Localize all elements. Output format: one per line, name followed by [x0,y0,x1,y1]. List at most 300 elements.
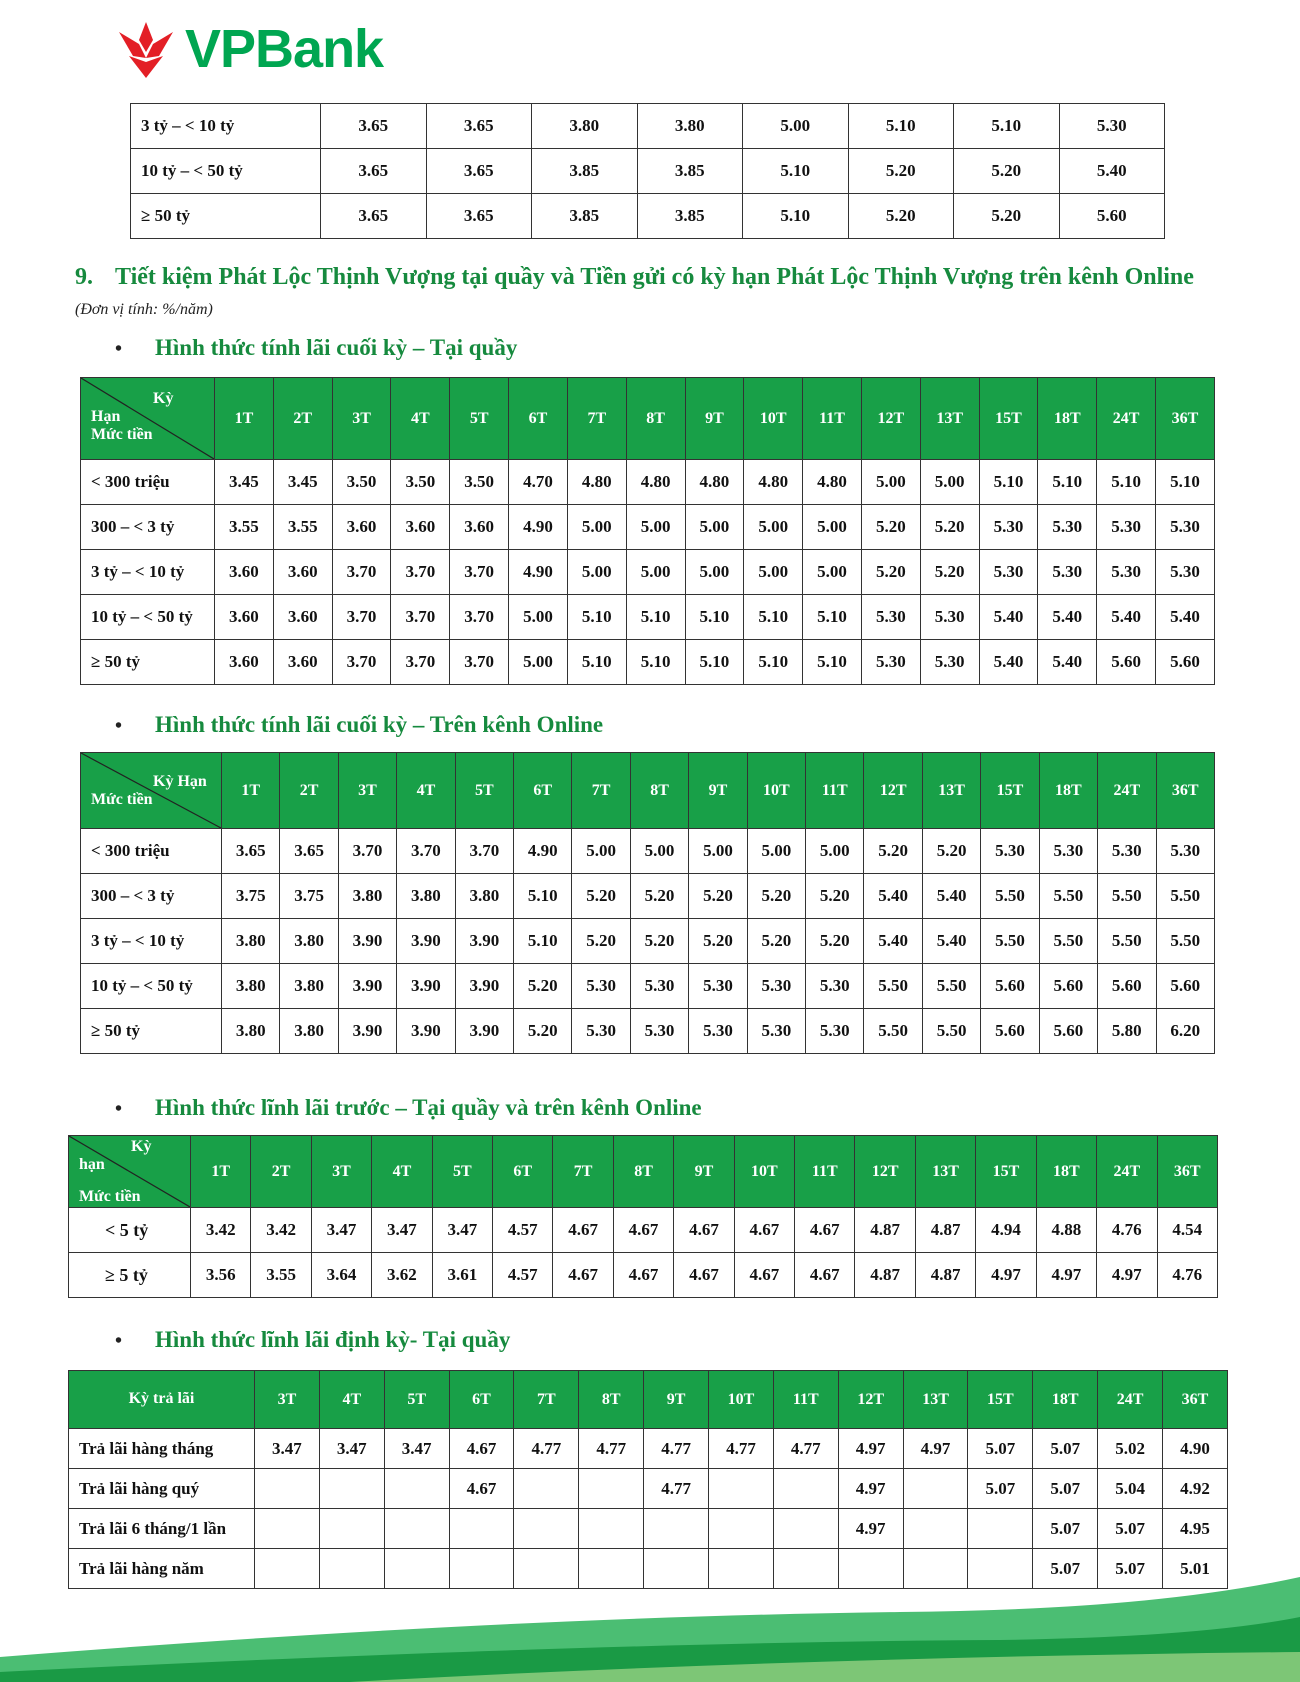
rate-cell: 3.80 [222,964,280,1009]
rate-cell: 4.77 [514,1429,579,1469]
column-header: 6T [509,378,568,460]
row-label: ≥ 50 tỷ [81,1009,222,1054]
column-header: 4T [372,1136,432,1208]
rate-cell: 3.80 [280,919,338,964]
row-label: < 300 triệu [81,460,215,505]
column-header: 5T [384,1371,449,1429]
rate-cell: 4.67 [734,1208,794,1253]
column-header: 6T [493,1136,553,1208]
rate-cell: 4.90 [514,829,572,874]
column-header: 11T [806,753,864,829]
rate-cell: 5.20 [572,919,630,964]
rate-cell: 5.30 [1038,505,1097,550]
rate-cell: 5.00 [861,460,920,505]
section-unit: (Đơn vị tính: %/năm) [75,301,213,318]
column-header: 3T [338,753,396,829]
rate-cell: 5.40 [922,874,980,919]
rate-cell: 5.20 [689,919,747,964]
row-label: ≥ 50 tỷ [81,640,215,685]
rate-cell: 5.60 [981,1009,1039,1054]
rate-cell: 3.70 [391,595,450,640]
column-header: 12T [838,1371,903,1429]
rate-cell: 5.20 [861,505,920,550]
rate-cell: 5.40 [1059,149,1165,194]
rate-cell: 5.00 [803,550,862,595]
table-header [69,1136,1218,1208]
column-header: 13T [920,378,979,460]
rate-cell: 3.70 [397,829,455,874]
rate-cell [709,1469,774,1509]
corner-header-cell [81,753,222,829]
row-label: < 5 tỷ [69,1208,191,1253]
column-header: 8T [626,378,685,460]
rate-cell: 5.00 [747,829,805,874]
table-row [81,964,1215,1009]
row-label: 10 tỷ – < 50 tỷ [131,149,321,194]
rate-cell: 3.90 [455,964,513,1009]
rate-cell: 5.40 [979,640,1038,685]
corner-ky: Kỳ [131,1138,152,1155]
rate-cell: 3.90 [455,1009,513,1054]
rate-cell: 5.30 [1098,829,1156,874]
rate-cell: 5.07 [1098,1509,1163,1549]
rate-cell: 5.20 [572,874,630,919]
corner-header-cell [69,1136,191,1208]
column-header: 12T [861,378,920,460]
column-header: 12T [855,1136,915,1208]
rate-cell: 3.65 [426,194,532,239]
rate-cell: 4.77 [644,1469,709,1509]
rate-cell [255,1469,320,1509]
rate-cell: 5.10 [626,640,685,685]
rate-cell: 3.90 [397,1009,455,1054]
rate-cell: 5.10 [803,595,862,640]
rate-cell: 4.87 [915,1253,975,1298]
rate-cell: 3.70 [391,550,450,595]
rate-cell: 5.07 [1033,1509,1098,1549]
corner-header-cell [81,378,215,460]
column-header: 7T [553,1136,613,1208]
rate-cell: 5.30 [1039,829,1097,874]
column-header: 5T [455,753,513,829]
column-header: 6T [514,753,572,829]
row-label: ≥ 5 tỷ [69,1253,191,1298]
rate-cell: 5.20 [861,550,920,595]
rate-cell: 4.54 [1157,1208,1218,1253]
column-header: 15T [979,378,1038,460]
column-header: 7T [572,753,630,829]
rate-cell: 5.00 [803,505,862,550]
rate-cell: 5.10 [514,874,572,919]
rate-cell: 3.60 [215,550,274,595]
column-header: 15T [981,753,1039,829]
rate-cell: 5.00 [685,505,744,550]
rate-cell: 5.50 [1156,919,1215,964]
rate-cell: 5.20 [514,964,572,1009]
rate-cell: 5.10 [848,104,954,149]
rate-cell: 4.87 [855,1253,915,1298]
table-header [69,1371,1228,1429]
rate-cell: 3.70 [450,550,509,595]
rate-cell: 5.00 [509,595,568,640]
table-row [81,829,1215,874]
rate-cell: 3.60 [332,505,391,550]
rate-cell [903,1469,968,1509]
rate-cell: 4.57 [493,1253,553,1298]
corner-han: Hạn [91,408,121,425]
row-label: 3 tỷ – < 10 tỷ [81,550,215,595]
rate-cell: 5.50 [864,964,922,1009]
rate-cell: 3.80 [455,874,513,919]
rate-cell: 4.77 [773,1429,838,1469]
rate-cell: 5.00 [509,640,568,685]
corner-muc-tien: Mức tiền [91,791,153,808]
corner-header-cell [69,1371,255,1429]
rate-cell: 5.20 [630,874,688,919]
rate-cell: 3.56 [191,1253,251,1298]
rate-cell: 5.30 [572,964,630,1009]
row-label: < 300 triệu [81,829,222,874]
column-header: 10T [747,753,805,829]
column-header: 36T [1156,753,1215,829]
row-label: 3 tỷ – < 10 tỷ [131,104,321,149]
rate-cell: 5.00 [572,829,630,874]
rate-cell: 5.30 [689,964,747,1009]
rate-cell: 3.64 [311,1253,371,1298]
rate-cell: 3.70 [455,829,513,874]
rate-cell: 3.42 [191,1208,251,1253]
column-header: 9T [689,753,747,829]
rate-cell: 3.85 [637,149,743,194]
rate-cell: 5.30 [630,1009,688,1054]
rate-cell: 5.00 [626,550,685,595]
rate-cell: 3.80 [280,964,338,1009]
rate-cell: 5.20 [954,194,1060,239]
rate-cell: 5.00 [920,460,979,505]
rate-cell: 3.60 [273,595,332,640]
rate-cell: 4.97 [838,1509,903,1549]
rate-cell: 5.60 [1156,640,1215,685]
rate-cell: 4.67 [613,1253,673,1298]
row-label: Trả lãi hàng quý [69,1469,255,1509]
vpbank-flower-icon [115,18,177,80]
rate-cell: 5.04 [1098,1469,1163,1509]
rate-cell: 4.70 [509,460,568,505]
column-header: 24T [1098,1371,1163,1429]
rate-cell: 3.80 [280,1009,338,1054]
rate-cell: 3.55 [251,1253,311,1298]
rate-cell [773,1469,838,1509]
rate-cell: 3.61 [432,1253,492,1298]
heading-table-b-text: Hình thức tính lãi cuối kỳ – Trên kênh Online [155,712,604,737]
rate-cell: 4.67 [449,1429,514,1469]
table-row [81,550,1215,595]
column-header: 24T [1098,753,1156,829]
rate-cell [384,1469,449,1509]
rate-cell: 6.20 [1156,1009,1215,1054]
column-header: 8T [630,753,688,829]
rate-cell: 3.75 [222,874,280,919]
rate-cell: 3.50 [332,460,391,505]
rate-cell: 4.67 [674,1208,734,1253]
corner-muc-tien: Mức tiền [91,426,153,443]
rate-cell: 5.10 [1156,460,1215,505]
rate-cell: 5.00 [806,829,864,874]
rate-cell: 3.85 [532,149,638,194]
header-row [81,378,1215,460]
rate-cell: 5.20 [848,149,954,194]
rate-cell: 3.65 [321,104,427,149]
rate-cell: 5.10 [567,595,626,640]
column-header: 8T [613,1136,673,1208]
rate-cell: 4.80 [685,460,744,505]
rate-cell: 5.20 [920,550,979,595]
corner-ky: Kỳ [153,390,174,407]
column-header: 18T [1036,1136,1096,1208]
rate-cell: 4.97 [838,1469,903,1509]
rate-cell: 5.30 [861,595,920,640]
rate-cell: 3.65 [280,829,338,874]
rate-cell: 5.02 [1098,1429,1163,1469]
column-header: 11T [795,1136,855,1208]
column-header: 9T [644,1371,709,1429]
rate-cell: 5.20 [806,919,864,964]
rate-cell: 5.50 [922,1009,980,1054]
rate-cell: 5.10 [744,595,803,640]
rate-table-upfront-interest [68,1135,1218,1298]
rate-cell: 5.10 [626,595,685,640]
rate-cell: 5.00 [743,104,849,149]
rate-cell: 3.47 [319,1429,384,1469]
rate-cell: 3.90 [455,919,513,964]
column-header: 13T [922,753,980,829]
column-header: 1T [222,753,280,829]
top-rate-table-body [131,104,1165,239]
rate-cell: 5.60 [1097,640,1156,685]
column-header: 2T [251,1136,311,1208]
rate-cell: 4.97 [903,1429,968,1469]
rate-cell: 4.92 [1163,1469,1228,1509]
corner-ky-tra-lai: Kỳ trả lãi [128,1390,195,1407]
rate-cell: 3.50 [391,460,450,505]
rate-cell: 5.30 [806,1009,864,1054]
rate-cell [579,1469,644,1509]
rate-cell: 3.80 [397,874,455,919]
rate-cell: 3.85 [637,194,743,239]
rate-cell: 5.30 [920,595,979,640]
rate-cell: 5.50 [1098,874,1156,919]
rate-cell [319,1469,384,1509]
rate-cell: 5.30 [1097,550,1156,595]
rate-cell: 5.30 [689,1009,747,1054]
rate-cell: 3.65 [426,149,532,194]
column-header: 5T [450,378,509,460]
table-row [131,194,1165,239]
column-header: 18T [1038,378,1097,460]
rate-cell: 5.80 [1098,1009,1156,1054]
column-header: 10T [744,378,803,460]
header-row [81,753,1215,829]
rate-cell: 5.40 [1156,595,1215,640]
rate-cell: 4.67 [674,1253,734,1298]
rate-cell: 5.10 [979,460,1038,505]
rate-cell: 5.07 [1033,1429,1098,1469]
rate-cell: 3.90 [338,919,396,964]
rate-cell: 3.70 [332,640,391,685]
column-header: 13T [903,1371,968,1429]
table-row [81,505,1215,550]
table-row [69,1469,1228,1509]
rate-cell: 5.50 [922,964,980,1009]
rate-cell: 5.20 [514,1009,572,1054]
rate-cell: 4.67 [449,1469,514,1509]
section-9-heading [75,262,1225,325]
column-header: 6T [449,1371,514,1429]
rate-cell: 5.40 [864,919,922,964]
rate-cell: 4.97 [1097,1253,1157,1298]
column-header: 15T [968,1371,1033,1429]
column-header: 4T [391,378,450,460]
rate-cell: 3.90 [338,964,396,1009]
rate-cell: 5.10 [685,595,744,640]
rate-cell: 3.75 [280,874,338,919]
rate-cell: 4.87 [855,1208,915,1253]
column-header: 9T [685,378,744,460]
rate-cell: 3.70 [450,595,509,640]
rate-cell: 3.60 [273,550,332,595]
rate-cell: 3.70 [338,829,396,874]
table-row [81,460,1215,505]
rate-cell: 5.10 [743,149,849,194]
rate-cell: 3.60 [391,505,450,550]
rate-cell: 3.55 [273,505,332,550]
rate-cell: 5.60 [1156,964,1215,1009]
table-row [69,1208,1218,1253]
rate-cell: 5.10 [514,919,572,964]
column-header: 7T [514,1371,579,1429]
header-row [69,1136,1218,1208]
rate-cell: 5.30 [1156,550,1215,595]
rate-cell: 5.50 [981,919,1039,964]
rate-cell: 4.67 [795,1208,855,1253]
column-header: 3T [255,1371,320,1429]
table-body [69,1208,1218,1298]
rate-cell: 3.65 [426,104,532,149]
rate-cell: 5.40 [979,595,1038,640]
rate-cell: 3.80 [338,874,396,919]
rate-cell: 5.10 [1038,460,1097,505]
row-label: Trả lãi hàng năm [69,1549,255,1589]
rate-cell: 5.20 [630,919,688,964]
rate-cell: 5.30 [1156,505,1215,550]
rate-cell: 3.47 [255,1429,320,1469]
rate-cell: 3.80 [532,104,638,149]
rate-cell: 5.30 [747,964,805,1009]
column-header: 11T [803,378,862,460]
rate-cell: 4.97 [1036,1253,1096,1298]
rate-cell: 5.30 [747,1009,805,1054]
rate-cell: 5.10 [803,640,862,685]
rate-cell: 4.90 [509,550,568,595]
rate-cell: 5.40 [1038,640,1097,685]
rate-cell: 3.70 [450,640,509,685]
section-title: Tiết kiệm Phát Lộc Thịnh Vượng tại quầy và Tiền gửi có kỳ hạn Phát Lộc Thịnh Vượng trên kênh Online [115,264,1194,290]
column-header: 4T [319,1371,384,1429]
rate-cell: 5.60 [1059,194,1165,239]
rate-cell: 3.80 [222,919,280,964]
rate-cell: 5.10 [685,640,744,685]
rate-cell: 5.07 [1033,1549,1098,1589]
row-label: 300 – < 3 tỷ [81,874,222,919]
rate-cell: 5.01 [1163,1549,1228,1589]
rate-cell: 5.07 [1098,1549,1163,1589]
corner-ky-han: Kỳ Hạn [153,773,207,790]
rate-cell: 4.80 [626,460,685,505]
rate-cell: 5.30 [979,505,1038,550]
rate-cell: 5.30 [572,1009,630,1054]
rate-cell: 3.50 [450,460,509,505]
heading-table-b: • Hình thức tính lãi cuối kỳ – Trên kênh Online [115,712,604,737]
rate-cell: 5.30 [920,640,979,685]
rate-cell: 5.50 [1039,919,1097,964]
rate-cell: 3.62 [372,1253,432,1298]
rate-cell: 3.42 [251,1208,311,1253]
column-header: 4T [397,753,455,829]
heading-table-d: • Hình thức lĩnh lãi định kỳ- Tại quầy [115,1327,511,1352]
rate-cell: 5.10 [567,640,626,685]
table-row [81,1009,1215,1054]
rate-cell: 5.30 [1059,104,1165,149]
vpbank-logo [115,18,383,80]
table-row [131,149,1165,194]
rate-cell: 3.60 [273,640,332,685]
rate-cell: 5.50 [981,874,1039,919]
rate-cell: 5.00 [744,550,803,595]
rate-table-counter-end-of-term [80,377,1215,685]
rate-cell: 5.50 [864,1009,922,1054]
rate-cell: 5.40 [1097,595,1156,640]
rate-cell: 5.50 [1156,874,1215,919]
row-label: 3 tỷ – < 10 tỷ [81,919,222,964]
rate-cell: 4.90 [1163,1429,1228,1469]
rate-cell: 5.20 [920,505,979,550]
rate-cell: 5.00 [626,505,685,550]
heading-table-c-text: Hình thức lĩnh lãi trước – Tại quầy và trên kênh Online [155,1095,702,1120]
heading-table-a-text: Hình thức tính lãi cuối kỳ – Tại quầy [155,335,518,360]
column-header: 1T [215,378,274,460]
heading-table-a: • Hình thức tính lãi cuối kỳ – Tại quầy [115,335,518,360]
rate-cell: 5.00 [630,829,688,874]
rate-cell: 3.90 [338,1009,396,1054]
rate-cell: 5.50 [1098,919,1156,964]
table-row [131,104,1165,149]
rate-cell: 5.20 [747,919,805,964]
rate-cell: 4.80 [803,460,862,505]
table-row [81,919,1215,964]
rate-cell: 4.77 [579,1429,644,1469]
rate-cell: 4.67 [553,1208,613,1253]
rate-cell: 5.10 [1097,460,1156,505]
column-header: 18T [1039,753,1097,829]
rate-cell: 5.60 [981,964,1039,1009]
rate-cell: 4.88 [1036,1208,1096,1253]
rate-cell: 3.80 [222,1009,280,1054]
column-header: 3T [311,1136,371,1208]
rate-cell: 5.50 [1039,874,1097,919]
rate-cell: 4.80 [567,460,626,505]
column-header: 36T [1156,378,1215,460]
rate-cell: 4.97 [838,1429,903,1469]
